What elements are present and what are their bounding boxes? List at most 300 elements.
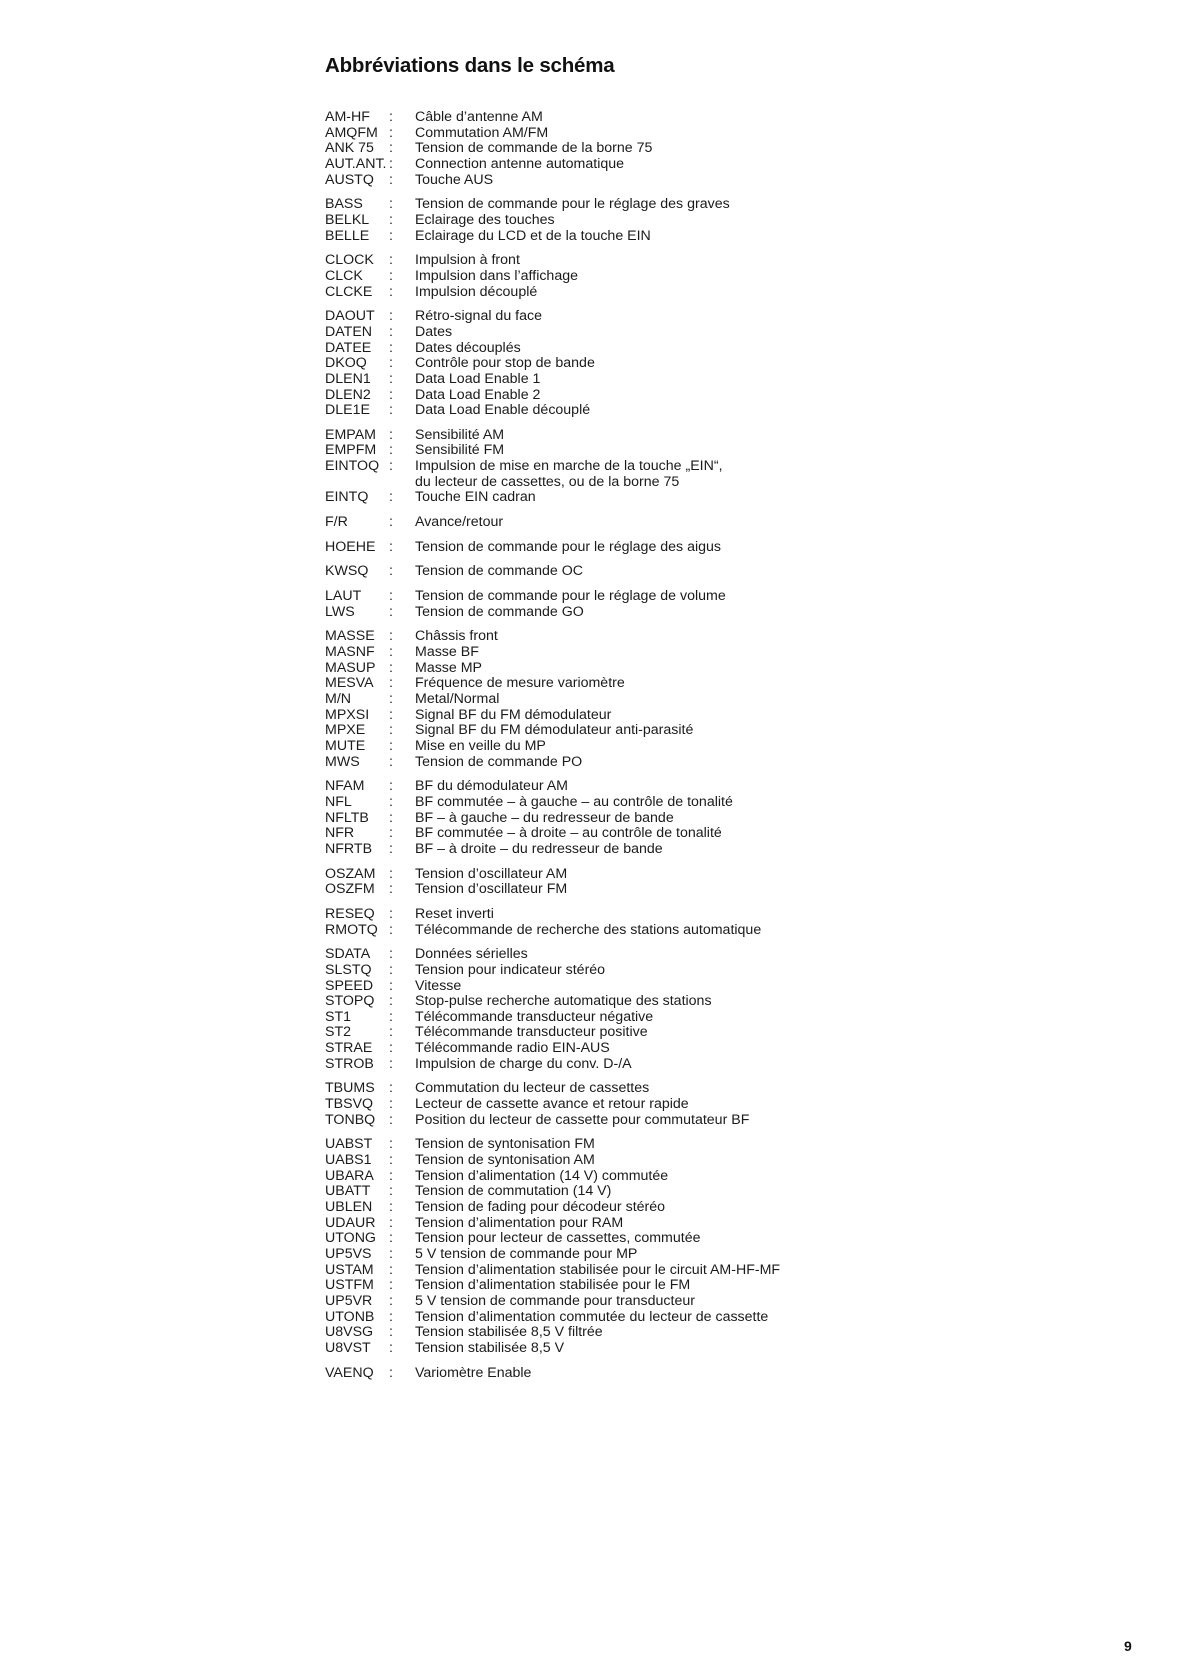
abbreviation-group [325,564,1125,580]
abbreviation-row [325,325,1125,341]
abbreviation-separator: : [389,109,393,125]
abbreviation-separator: : [389,1024,393,1041]
abbreviation-description: Dates [415,323,453,340]
abbreviation-code: UTONG [325,1230,376,1247]
abbreviation-code: UTONB [325,1308,375,1325]
abbreviation-code: NFR [325,825,355,842]
abbreviation-separator: : [389,706,393,723]
abbreviation-code: TBUMS [325,1080,375,1097]
abbreviation-list [325,110,1125,1390]
abbreviation-description: Tension de commande PO [415,753,583,770]
abbreviation-separator: : [389,1111,393,1128]
abbreviation-separator: : [389,840,393,857]
abbreviation-separator: : [389,628,393,645]
abbreviation-code: CLCK [325,267,363,284]
abbreviation-separator: : [389,124,393,141]
abbreviation-description: Eclairage du LCD et de la touche EIN [415,227,651,244]
abbreviation-code: RMOTQ [325,921,378,938]
abbreviation-row [325,490,1125,506]
abbreviation-row [325,564,1125,580]
abbreviation-group [325,867,1125,898]
abbreviation-code: STROB [325,1055,374,1072]
abbreviation-row [325,341,1125,357]
abbreviation-description: Data Load Enable 1 [415,370,541,387]
abbreviation-separator: : [389,1152,393,1169]
abbreviation-code: UABS1 [325,1152,372,1169]
abbreviation-description: Impulsion de charge du conv. D-/A [415,1055,632,1072]
abbreviation-code: STOPQ [325,993,375,1010]
abbreviation-row [325,1341,1125,1357]
abbreviation-separator: : [389,339,393,356]
abbreviation-code: UP5VR [325,1292,373,1309]
abbreviation-description: Contrôle pour stop de bande [415,355,595,372]
abbreviation-description: Position du lecteur de cassette pour commutateur BF [415,1111,750,1128]
abbreviation-description: Rétro-signal du face [415,308,542,325]
abbreviation-description: Tension d’oscillateur AM [415,865,568,882]
abbreviation-separator: : [389,267,393,284]
abbreviation-separator: : [389,977,393,994]
abbreviation-row [325,1081,1125,1097]
abbreviation-separator: : [389,881,393,898]
abbreviation-row [325,1231,1125,1247]
abbreviation-description: Avance/retour [415,514,504,531]
abbreviation-description: Connection antenne automatique [415,155,625,172]
abbreviation-separator: : [389,588,393,605]
abbreviation-description: Tension d’oscillateur FM [415,881,568,898]
abbreviation-separator: : [389,252,393,269]
abbreviation-code: KWSQ [325,563,369,580]
abbreviation-code: MPXE [325,722,366,739]
abbreviation-separator: : [389,458,393,475]
abbreviation-row [325,388,1125,404]
abbreviation-description: BF commutée – à gauche – au contrôle de tonalité [415,793,733,810]
abbreviation-description: Tension de syntonisation AM [415,1152,595,1169]
abbreviation-group [325,1366,1125,1382]
abbreviation-row [325,213,1125,229]
abbreviation-description: Impulsion dans l’affichage [415,267,578,284]
abbreviation-separator: : [389,961,393,978]
abbreviation-group [325,907,1125,938]
abbreviation-separator: : [389,323,393,340]
abbreviation-code: AUT.ANT. [325,155,387,172]
abbreviation-group [325,779,1125,857]
abbreviation-code: LAUT [325,588,362,605]
abbreviation-description: Reset inverti [415,905,494,922]
abbreviation-code: SPEED [325,977,374,994]
abbreviation-code: U8VSG [325,1324,374,1341]
abbreviation-row [325,403,1125,419]
abbreviation-description: Dates découplés [415,339,521,356]
abbreviation-group [325,947,1125,1072]
abbreviation-row [325,907,1125,923]
abbreviation-separator: : [389,793,393,810]
abbreviation-row [325,923,1125,939]
abbreviation-code: AUSTQ [325,171,374,188]
abbreviation-separator: : [389,921,393,938]
abbreviation-row [325,1010,1125,1026]
abbreviation-code: MPXSI [325,706,370,723]
abbreviation-code: OSZFM [325,881,375,898]
abbreviation-row [325,1366,1125,1382]
abbreviation-description: Variomètre Enable [415,1364,532,1381]
abbreviation-row [325,1041,1125,1057]
abbreviation-row [325,1184,1125,1200]
abbreviation-row [325,826,1125,842]
abbreviation-description: Impulsion découplé [415,283,538,300]
abbreviation-row [325,515,1125,531]
abbreviation-group [325,110,1125,188]
abbreviation-separator: : [389,1339,393,1356]
abbreviation-separator: : [389,753,393,770]
abbreviation-row [325,197,1125,213]
abbreviation-separator: : [389,1364,393,1381]
abbreviation-description: Données sérielles [415,946,528,963]
abbreviation-description: Signal BF du FM démodulateur anti-parasité [415,722,694,739]
abbreviation-separator: : [389,865,393,882]
abbreviation-separator: : [389,386,393,403]
abbreviation-code: HOEHE [325,538,376,555]
abbreviation-description: Télécommande radio EIN-AUS [415,1040,610,1057]
abbreviation-description: BF commutée – à droite – au contrôle de tonalité [415,825,722,842]
abbreviation-row [325,1310,1125,1326]
abbreviation-group [325,253,1125,300]
abbreviation-row [325,1247,1125,1263]
abbreviation-code: SLSTQ [325,961,372,978]
abbreviation-code: BELLE [325,227,370,244]
abbreviation-row [325,428,1125,444]
abbreviation-description: Télécommande transducteur négative [415,1008,654,1025]
abbreviation-code: STRAE [325,1040,373,1057]
abbreviation-code: M/N [325,691,352,707]
abbreviation-description: Fréquence de mesure variomètre [415,675,625,692]
abbreviation-code: SDATA [325,946,371,963]
abbreviation-code: UBARA [325,1167,374,1184]
abbreviation-row [325,475,1125,491]
abbreviation-row [325,811,1125,827]
abbreviation-row [325,1169,1125,1185]
abbreviation-row [325,141,1125,157]
abbreviation-separator: : [389,659,393,676]
abbreviation-row [325,253,1125,269]
abbreviation-code: DLE1E [325,402,370,419]
abbreviation-row [325,1025,1125,1041]
abbreviation-description: Tension stabilisée 8,5 V [415,1339,565,1356]
abbreviation-separator: : [389,1183,393,1200]
abbreviation-code: ANK 75 [325,140,374,157]
abbreviation-separator: : [389,1230,393,1247]
abbreviation-code: DATEE [325,339,372,356]
abbreviation-row [325,723,1125,739]
abbreviation-code: CLOCK [325,252,374,269]
abbreviation-separator: : [389,1080,393,1097]
abbreviation-row [325,692,1125,708]
abbreviation-separator: : [389,402,393,419]
abbreviation-group [325,428,1125,506]
abbreviation-description: Vitesse [415,977,462,994]
abbreviation-row [325,1057,1125,1073]
abbreviation-description: Mise en veille du MP [415,737,546,754]
abbreviation-code: NFRTB [325,840,373,857]
abbreviation-row [325,605,1125,621]
abbreviation-code: DAOUT [325,308,375,325]
abbreviation-separator: : [389,514,393,531]
abbreviation-separator: : [389,1246,393,1262]
abbreviation-row [325,1263,1125,1279]
abbreviation-separator: : [389,1292,393,1309]
abbreviation-description: Commutation du lecteur de cassettes [415,1080,650,1097]
abbreviation-group [325,589,1125,620]
abbreviation-row [325,1216,1125,1232]
abbreviation-code: DATEN [325,323,373,340]
abbreviation-separator: : [389,563,393,580]
abbreviation-separator: : [389,1167,393,1184]
abbreviation-description: Tension d’alimentation stabilisée pour le FM [415,1277,691,1294]
abbreviation-row [325,1097,1125,1113]
abbreviation-code: UP5VS [325,1246,372,1262]
abbreviation-code: EMPAM [325,426,376,443]
abbreviation-code: EINTOQ [325,458,380,475]
abbreviation-row [325,372,1125,388]
abbreviation-code: AM-HF [325,109,370,125]
abbreviation-description: Masse BF [415,644,479,661]
abbreviation-code: MASUP [325,659,376,676]
abbreviation-description: Signal BF du FM démodulateur [415,706,612,723]
abbreviation-separator: : [389,1136,393,1153]
abbreviation-row [325,459,1125,475]
abbreviation-separator: : [389,778,393,795]
abbreviation-separator: : [389,211,393,228]
abbreviation-separator: : [389,538,393,555]
abbreviation-row [325,779,1125,795]
abbreviation-code: RESEQ [325,905,375,922]
abbreviation-code: UBLEN [325,1199,373,1216]
abbreviation-separator: : [389,489,393,506]
abbreviation-separator: : [389,355,393,372]
page-number: 9 [1124,1638,1132,1654]
abbreviation-description: Touche AUS [415,171,494,188]
abbreviation-description: BF – à droite – du redresseur de bande [415,840,663,857]
abbreviation-code: NFLTB [325,809,369,826]
abbreviation-group [325,515,1125,531]
abbreviation-separator: : [389,426,393,443]
abbreviation-code: UABST [325,1136,373,1153]
abbreviation-description: Eclairage des touches [415,211,555,228]
abbreviation-code: U8VST [325,1339,371,1356]
abbreviation-code: AMQFM [325,124,378,141]
abbreviation-separator: : [389,809,393,826]
abbreviation-code: TONBQ [325,1111,376,1128]
abbreviation-code: USTFM [325,1277,374,1294]
abbreviation-separator: : [389,905,393,922]
abbreviation-description: Tension d’alimentation commutée du lecteur de cassette [415,1308,769,1325]
abbreviation-description: Tension stabilisée 8,5 V filtrée [415,1324,603,1341]
abbreviation-row [325,443,1125,459]
abbreviation-row [325,1294,1125,1310]
abbreviation-separator: : [389,1199,393,1216]
abbreviation-description: Touche EIN cadran [415,489,536,506]
abbreviation-separator: : [389,737,393,754]
abbreviation-row [325,867,1125,883]
abbreviation-separator: : [389,603,393,620]
abbreviation-row [325,110,1125,126]
abbreviation-description: Commutation AM/FM [415,124,549,141]
abbreviation-row [325,285,1125,301]
abbreviation-group [325,1081,1125,1128]
abbreviation-code: TBSVQ [325,1096,374,1113]
abbreviation-code: NFAM [325,778,365,795]
abbreviation-description: Sensibilité AM [415,426,505,443]
abbreviation-description: Câble d’antenne AM [415,109,543,125]
abbreviation-separator: : [389,722,393,739]
abbreviation-row [325,589,1125,605]
abbreviation-code: CLCKE [325,283,373,300]
abbreviation-separator: : [389,1008,393,1025]
abbreviation-description: Tension de commande pour le réglage des aigus [415,538,722,555]
abbreviation-separator: : [389,308,393,325]
abbreviation-row [325,1325,1125,1341]
abbreviation-row [325,309,1125,325]
abbreviation-separator: : [389,675,393,692]
abbreviation-description: Data Load Enable 2 [415,386,541,403]
abbreviation-separator: : [389,1040,393,1057]
abbreviation-group [325,197,1125,244]
abbreviation-code: MASNF [325,644,375,661]
abbreviation-row [325,795,1125,811]
abbreviation-row [325,676,1125,692]
abbreviation-description: Lecteur de cassette avance et retour rapide [415,1096,689,1113]
abbreviation-code: ST1 [325,1008,352,1025]
abbreviation-row [325,1153,1125,1169]
abbreviation-code: DLEN1 [325,370,371,387]
abbreviation-separator: : [389,140,393,157]
abbreviation-separator: : [389,1055,393,1072]
abbreviation-code: BASS [325,196,363,213]
abbreviation-description: Tension de syntonisation FM [415,1136,595,1153]
abbreviation-description: 5 V tension de commande pour transducteur [415,1292,695,1309]
abbreviation-description: du lecteur de cassettes, ou de la borne 75 [415,473,680,490]
abbreviation-code: UDAUR [325,1214,376,1231]
abbreviation-row [325,708,1125,724]
abbreviation-code: DKOQ [325,355,367,372]
abbreviation-description: Tension de commande pour le réglage des graves [415,196,730,213]
abbreviation-description: Impulsion à front [415,252,520,269]
abbreviation-separator: : [389,1324,393,1341]
abbreviation-description: Tension pour indicateur stéréo [415,961,606,978]
abbreviation-code: DLEN2 [325,386,371,403]
abbreviation-code: EMPFM [325,442,377,459]
abbreviation-code: MASSE [325,628,375,645]
abbreviation-separator: : [389,644,393,661]
abbreviation-row [325,173,1125,189]
abbreviation-row [325,126,1125,142]
abbreviation-row [325,661,1125,677]
abbreviation-description: 5 V tension de commande pour MP [415,1246,638,1262]
abbreviation-group [325,1137,1125,1356]
abbreviation-description: Châssis front [415,628,498,645]
abbreviation-separator: : [389,1214,393,1231]
abbreviation-description: Tension d’alimentation pour RAM [415,1214,624,1231]
abbreviation-code: F/R [325,514,348,531]
abbreviation-code: LWS [325,603,355,620]
abbreviation-separator: : [389,442,393,459]
abbreviation-group [325,540,1125,556]
abbreviation-code: MESVA [325,675,374,692]
abbreviation-description: Tension d’alimentation (14 V) commutée [415,1167,669,1184]
abbreviation-separator: : [389,155,393,172]
abbreviation-code: BELKL [325,211,370,228]
abbreviation-row [325,1113,1125,1129]
abbreviation-row [325,882,1125,898]
abbreviation-separator: : [389,993,393,1010]
abbreviation-description: Tension de commande OC [415,563,583,580]
abbreviation-row [325,356,1125,372]
abbreviation-description: Tension de commande pour le réglage de volume [415,588,726,605]
abbreviation-code: ST2 [325,1024,352,1041]
abbreviation-code: VAENQ [325,1364,374,1381]
abbreviation-code: MUTE [325,737,366,754]
abbreviation-description: Tension de commande GO [415,603,584,620]
abbreviation-description: BF du démodulateur AM [415,778,568,795]
abbreviation-description: Impulsion de mise en marche de la touche „EIN“, [415,458,723,475]
abbreviation-separator: : [389,1308,393,1325]
abbreviation-row [325,1278,1125,1294]
abbreviation-separator: : [389,946,393,963]
abbreviation-description: Tension pour lecteur de cassettes, commutée [415,1230,701,1247]
abbreviation-separator: : [389,196,393,213]
abbreviation-description: Data Load Enable découplé [415,402,591,419]
abbreviation-row [325,755,1125,771]
abbreviation-row [325,994,1125,1010]
abbreviation-row [325,629,1125,645]
abbreviation-separator: : [389,1096,393,1113]
abbreviation-row [325,842,1125,858]
abbreviation-row [325,229,1125,245]
abbreviation-description: Tension d’alimentation stabilisée pour le circuit AM-HF-MF [415,1261,781,1278]
abbreviation-row [325,645,1125,661]
abbreviation-code: USTAM [325,1261,374,1278]
abbreviation-separator: : [389,691,393,707]
abbreviation-group [325,309,1125,419]
abbreviation-separator: : [389,227,393,244]
abbreviation-description: Masse MP [415,659,483,676]
abbreviation-code: OSZAM [325,865,376,882]
abbreviation-row [325,739,1125,755]
abbreviation-group [325,629,1125,770]
abbreviation-description: Tension de commande de la borne 75 [415,140,653,157]
abbreviation-description: Stop-pulse recherche automatique des stations [415,993,712,1010]
page-title: Abbréviations dans le schéma [325,54,615,77]
abbreviation-code: MWS [325,753,360,770]
abbreviation-row [325,1200,1125,1216]
abbreviation-code: EINTQ [325,489,369,506]
abbreviation-row [325,979,1125,995]
abbreviation-row [325,947,1125,963]
abbreviation-description: Télécommande transducteur positive [415,1024,648,1041]
abbreviation-code: UBATT [325,1183,371,1200]
abbreviation-row [325,1137,1125,1153]
abbreviation-separator: : [389,370,393,387]
abbreviation-code: NFL [325,793,352,810]
abbreviation-description: Metal/Normal [415,691,500,707]
abbreviation-description: Tension de fading pour décodeur stéréo [415,1199,666,1216]
abbreviation-description: Télécommande de recherche des stations automatique [415,921,762,938]
abbreviation-row [325,269,1125,285]
abbreviation-row [325,157,1125,173]
abbreviation-row [325,963,1125,979]
abbreviation-separator: : [389,1277,393,1294]
abbreviation-separator: : [389,825,393,842]
abbreviation-row [325,540,1125,556]
